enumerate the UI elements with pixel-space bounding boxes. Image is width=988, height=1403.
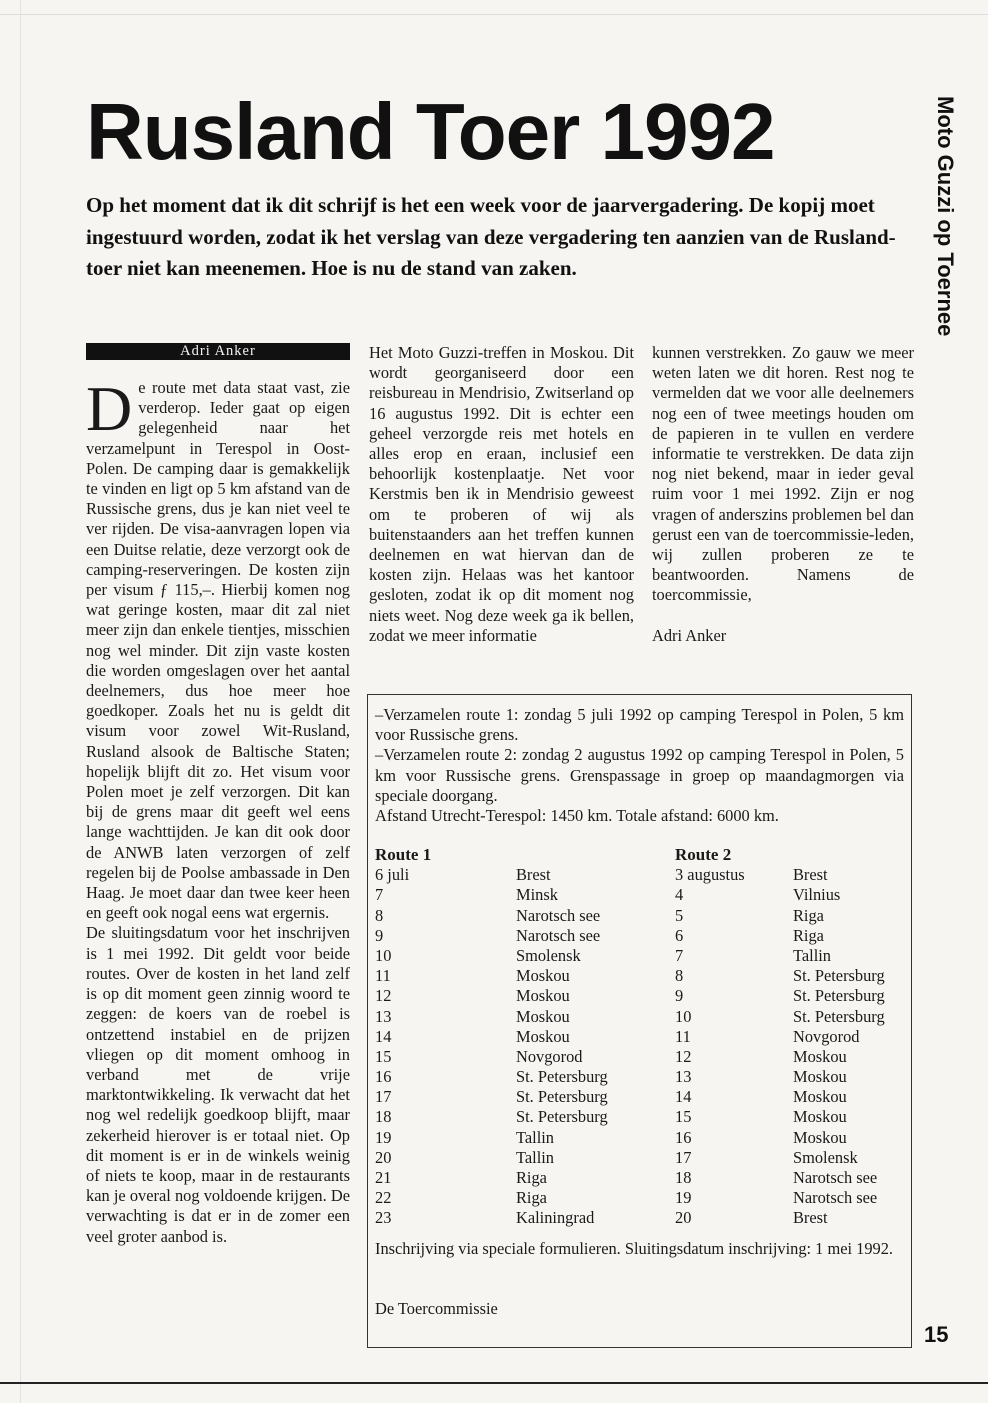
route-day: 12 <box>375 986 392 1006</box>
route-row <box>675 926 907 946</box>
article-title: Rusland Toer 1992 <box>86 87 775 176</box>
route-row <box>375 1107 665 1127</box>
route-place: Moskou <box>793 1127 847 1147</box>
route-day: 11 <box>675 1026 691 1046</box>
schedule-box <box>367 694 912 1348</box>
paragraph-meetings: kunnen verstrekken. Zo gauw we meer weten laten we dit horen. Rest nog te vermelden dat we voor alle deelnemers nog een of twee meetings houden om de papieren in te vullen en verdere informatie te verstrekken. De data zijn nog niet bekend, maar in ieder geval ruim voor 1 mei 1992. Zijn er nog vragen of anderszins problemen bel dan gerust een van de toercommissie-leden, wij zullen proberen ze te beantwoorden. Namens de toercommissie, <box>652 343 914 605</box>
route-row <box>675 1007 907 1027</box>
route-place: Vilnius <box>793 885 841 905</box>
author-byline: Adri Anker <box>86 343 350 360</box>
route-1-heading: Route 1 <box>375 845 432 864</box>
route-row <box>375 966 665 986</box>
route-place: Tallin <box>793 945 831 965</box>
route-day: 9 <box>675 986 684 1006</box>
route-place: Moskou <box>516 986 570 1006</box>
route-place: Narotsch see <box>793 1168 878 1187</box>
schedule-distance: Afstand Utrecht-Terespol: 1450 km. Totale afstand: 6000 km. <box>375 806 779 826</box>
route-row <box>675 946 907 966</box>
route-day: 9 <box>375 925 384 945</box>
route-day: 20 <box>375 1147 392 1167</box>
route-place: Kaliningrad <box>516 1208 595 1228</box>
route-day: 22 <box>375 1188 392 1208</box>
route-row <box>675 906 907 926</box>
route-place: Moskou <box>793 1087 847 1107</box>
route-day: 10 <box>375 945 392 965</box>
route-place: Minsk <box>516 885 558 905</box>
route-place: St. Petersburg <box>516 1107 608 1127</box>
route-place: Moskou <box>516 1006 570 1026</box>
route-2-heading: Route 2 <box>675 845 732 864</box>
section-title-vertical: Moto Guzzi op Toernee <box>933 96 958 337</box>
route-day: 4 <box>675 885 684 905</box>
bottom-rule <box>0 1382 988 1384</box>
page-number: 15 <box>924 1322 949 1347</box>
route-place: Moskou <box>793 1107 847 1127</box>
route-row <box>375 906 665 926</box>
route-row <box>675 966 907 986</box>
route-row <box>375 865 665 885</box>
route-place: Narotsch see <box>516 925 601 945</box>
route-day: 12 <box>675 1046 692 1066</box>
route-place: Riga <box>793 905 824 925</box>
route-day: 20 <box>675 1208 692 1228</box>
route-row <box>675 1047 907 1067</box>
route-row <box>675 1148 907 1168</box>
text-column-2 <box>369 343 634 646</box>
signature: Adri Anker <box>652 625 727 645</box>
route-day: 11 <box>375 966 391 986</box>
route-row <box>675 1188 907 1208</box>
route-day: 13 <box>375 1006 392 1026</box>
route-place: Novgorod <box>793 1026 860 1046</box>
drop-cap: D <box>86 373 133 444</box>
route-place: Narotsch see <box>516 905 601 925</box>
route-place: Smolensk <box>516 945 581 965</box>
route-row <box>675 1087 907 1107</box>
route-row <box>675 1107 907 1127</box>
route-row <box>675 1208 907 1228</box>
text-column-1 <box>86 343 350 1247</box>
route-day: 3 augustus <box>675 865 745 885</box>
route-place: Brest <box>516 865 551 885</box>
route-place: Tallin <box>516 1147 554 1167</box>
route-place: Brest <box>793 1208 828 1228</box>
route-row <box>375 1208 665 1228</box>
text-column-3 <box>652 343 914 646</box>
route-day: 18 <box>675 1168 692 1187</box>
route-place: St. Petersburg <box>793 966 885 986</box>
route-day: 16 <box>675 1127 692 1147</box>
route-place: St. Petersburg <box>793 986 885 1006</box>
route-row <box>375 1148 665 1168</box>
route-place: Moskou <box>793 1046 847 1066</box>
paragraph-intro <box>86 373 350 923</box>
route-place: Novgorod <box>516 1046 583 1066</box>
route-place: Moskou <box>516 1026 570 1046</box>
page-edge-left <box>20 0 21 1403</box>
route-row <box>375 1168 665 1188</box>
schedule-route1-meeting: –Verzamelen route 1: zondag 5 juli 1992 op camping Terespol in Polen, 5 km voor Russische grens. <box>375 705 904 745</box>
page-edge <box>0 14 988 15</box>
route-1-list <box>375 845 665 1229</box>
route-day: 6 <box>675 925 684 945</box>
route-row <box>375 1047 665 1067</box>
route-row <box>675 1128 907 1148</box>
route-row <box>375 986 665 1006</box>
route-day: 10 <box>675 1006 692 1026</box>
enrolment-note: Inschrijving via speciale formulieren. Sluitingsdatum inschrijving: 1 mei 1992. <box>375 1239 894 1258</box>
route-place: Moskou <box>793 1067 847 1087</box>
paragraph-intro-text: e route met data staat vast, zie verderop. Ieder gaat op eigen gelegenheid naar het verzamelpunt in Terespol in Oost-Polen. De camping daar is gemakkelijk te vinden en ligt op 5 km afstand van de Russische grens, dus je kan niet veel te ver rijden. De visa-aanvragen lopen via een Duitse relatie, deze verzorgt ook de camping-reserveringen. De kosten zijn per visum ƒ 115,–. Hierbij komen nog wat geringe kosten, maar dit zal niet meer zijn dan enkele tientjes, misschien nog wel minder. Dit zijn vaste kosten die worden omgeslagen over het aantal deelnemers, dus hoe meer hoe goedkoper. Zoals het nu is geldt dit visum voor zowel Wit-Rusland, Rusland alsook de Baltische Staten; hopelijk blijft dit zo. Het visum voor Polen moet je zelf verzorgen. Dit kan bij de grens maar dit geeft wel eens lange wachttijden. Je kan dit ook door de ANWB laten verzorgen of zelf regelen bij de Poolse ambassade in Den Haag. Je moet daar dan twee keer heen en geeft ook nogal eens wat ergernis. <box>86 378 350 923</box>
route-row <box>375 1067 665 1087</box>
route-place: Riga <box>793 925 824 945</box>
route-day: 6 juli <box>375 865 410 885</box>
route-row <box>375 946 665 966</box>
route-place: Narotsch see <box>793 1188 878 1208</box>
route-day: 14 <box>375 1026 392 1046</box>
route-row <box>375 1087 665 1107</box>
committee-signature: De Toercommissie <box>375 1299 498 1318</box>
article-lead: Op het moment dat ik dit schrijf is het een week voor de jaarvergadering. De kopij moet ingestuurd worden, zodat ik het verslag van deze vergadering ten aanzien van de Rusland-toer niet kan meenemen. Hoe is nu de stand van zaken. <box>86 193 896 280</box>
route-day: 19 <box>375 1127 392 1147</box>
route-2-list <box>675 845 907 1229</box>
route-place: Riga <box>516 1168 547 1187</box>
route-place: Tallin <box>516 1127 554 1147</box>
route-day: 5 <box>675 905 684 925</box>
route-row <box>375 1027 665 1047</box>
schedule-route2-meeting: –Verzamelen route 2: zondag 2 augustus 1992 op camping Terespol in Polen, 5 km voor Russische grens. Grenspassage in groep op maandagmorgen via speciale doorgang. <box>375 745 904 805</box>
route-day: 17 <box>375 1087 392 1107</box>
route-place: Smolensk <box>793 1147 858 1167</box>
route-row <box>375 1007 665 1027</box>
route-row <box>375 1128 665 1148</box>
route-day: 8 <box>675 966 684 986</box>
paragraph-closing-date: De sluitingsdatum voor het inschrijven is 1 mei 1992. Dit geldt voor beide routes. Over de kosten in het land zelf is op dit moment geen zinnig woord te zeggen: de koers van de roebel is ontzettend instabiel en de prijzen vliegen op dit moment omhoog in verband met de vrije marktontwikkeling. Ik verwacht dat het nog wel redelijk goedkoop blijft, maar zekerheid hierover is er totaal niet. Op dit moment is er in de winkels weinig of niets te koop, maar in de restaurants kan je overal nog voldoende krijgen. De verwachting is dat er in de zomer een veel groter aanbod is. <box>86 923 350 1246</box>
route-row <box>675 865 907 885</box>
route-place: St. Petersburg <box>516 1067 608 1087</box>
route-place: Brest <box>793 865 828 885</box>
route-row <box>675 885 907 905</box>
paragraph-moscow-meeting: Het Moto Guzzi-treffen in Moskou. Dit wordt georganiseerd door een reisbureau in Mendrisio, Zwitserland op 16 augustus 1992. Dit is echter een geheel verzorgde reis met hotels en alles erop en eraan, inclusief een behoorlijk kostenplaatje. Net voor Kerstmis ben ik in Mendrisio geweest om te proberen of wij als buitenstaanders aan het treffen kunnen deelnemen en wat hiervan dan de kosten zijn. Helaas was het kantoor gesloten, zodat ik op dit moment nog niets weet. Nog deze week ga ik bellen, zodat we meer informatie <box>369 343 634 645</box>
route-row <box>375 1188 665 1208</box>
route-row <box>675 986 907 1006</box>
route-day: 13 <box>675 1067 692 1087</box>
route-day: 8 <box>375 905 384 925</box>
route-day: 15 <box>375 1046 392 1066</box>
route-row <box>375 926 665 946</box>
route-day: 15 <box>675 1107 692 1127</box>
route-row <box>675 1067 907 1087</box>
route-row <box>675 1027 907 1047</box>
route-place: St. Petersburg <box>516 1087 608 1107</box>
route-day: 23 <box>375 1208 392 1228</box>
route-day: 7 <box>375 885 384 905</box>
route-day: 17 <box>675 1147 692 1167</box>
route-day: 7 <box>675 945 684 965</box>
route-day: 21 <box>375 1168 392 1187</box>
route-row <box>375 885 665 905</box>
route-place: Riga <box>516 1188 547 1208</box>
route-day: 18 <box>375 1107 392 1127</box>
route-day: 14 <box>675 1087 692 1107</box>
route-row <box>675 1168 907 1188</box>
route-place: St. Petersburg <box>793 1006 885 1026</box>
route-day: 19 <box>675 1188 692 1208</box>
route-day: 16 <box>375 1067 392 1087</box>
route-place: Moskou <box>516 966 570 986</box>
